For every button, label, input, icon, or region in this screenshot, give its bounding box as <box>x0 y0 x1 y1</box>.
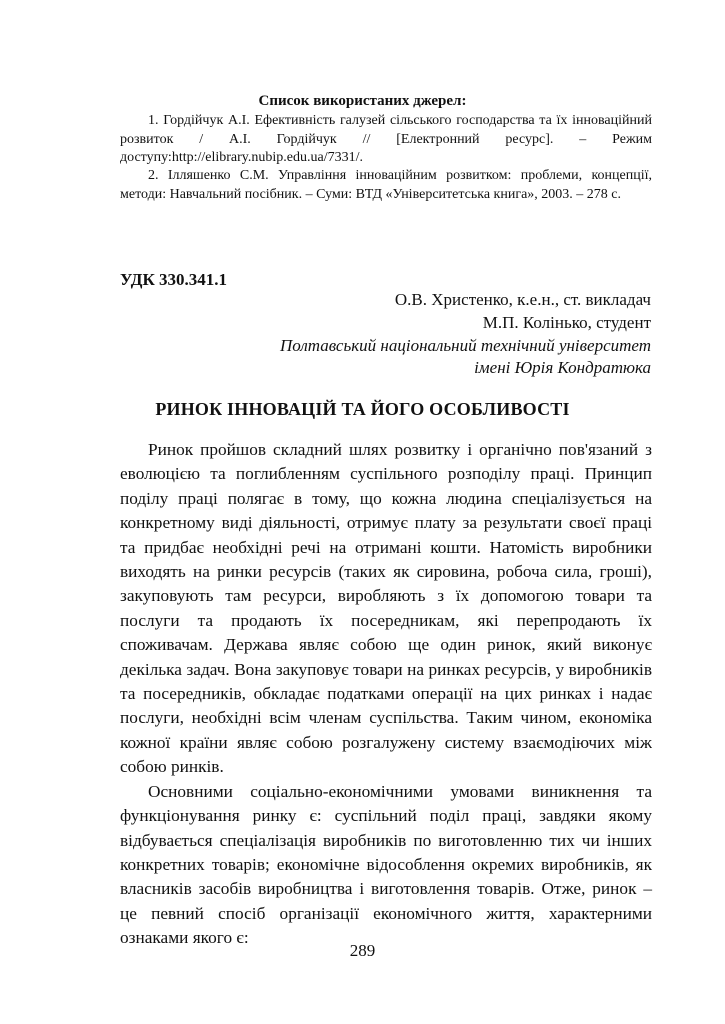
reference-item-1: 1. Гордійчук А.І. Ефективність галузей сільського господарства та їх інноваційний розвиток / А.І. Гордійчук // [Електронний ресурс]. – Режим доступу:http://elibrary.nubip.edu.ua/7331/. <box>120 113 652 165</box>
article-title: РИНОК ІННОВАЦІЙ ТА ЙОГО ОСОБЛИВОСТІ <box>155 399 570 419</box>
affiliation-line-2: імені Юрія Кондратюка <box>474 358 651 377</box>
reference-item-2: 2. Ілляшенко С.М. Управління інноваційним розвитком: проблеми, концепції, методи: Навчальний посібник. – Суми: ВТД «Університетська книга», 2003. – 278 с. <box>120 168 652 202</box>
references-title: Список використаних джерел: <box>258 93 467 109</box>
author-1: О.В. Христенко, к.е.н., ст. викладач <box>394 290 651 309</box>
body-paragraph-1: Ринок пройшов складний шлях розвитку і органічно пов'язаний з еволюцією та поглибленням суспільного розподілу праці. Принцип поділу праці полягає в тому, що кожна людина спеціалізується на конкретному виді діяльності, отримує плату за результати своєї праці та придбає необхідні речі на отримані кошти. Натомість виробники виходять на ринки ресурсів (таких як сировина, робоча сила, гроші), закуповують там ресурси, виробляють з їх допомогою товари та послуги та продають їх посередникам, які перепродають їх споживачам. Держава являє собою ще один ринок, який виконує декілька задач. Вона закуповує товари на ринках ресурсів, у виробників та посередників, обкладає податками операції на цих ринках і надає послуги, необхідні всім членам суспільства. Таким чином, економіка кожної країни являє собою розгалужену систему взаємодіючих між собою ринків. <box>120 440 652 777</box>
body-paragraph-2: Основними соціально-економічними умовами виникнення та функціонування ринку є: суспільний поділ праці, завдяки якому відбувається спеціалізація виробників по виготовленню тих чи інших конкретних товарів; економічне відособлення окремих виробників, як власників засобів виробництва і виготовлення товарів. Отже, ринок – це певний спосіб організації економічного життя, характерними ознаками якого є: <box>120 781 652 948</box>
article-body <box>120 438 652 951</box>
author-2: М.П. Колінько, студент <box>482 313 651 332</box>
udk-code: УДК 330.341.1 <box>120 270 228 289</box>
affiliation-line-1: Полтавський національний технічний університет <box>280 336 651 355</box>
page-number: 289 <box>349 941 376 960</box>
